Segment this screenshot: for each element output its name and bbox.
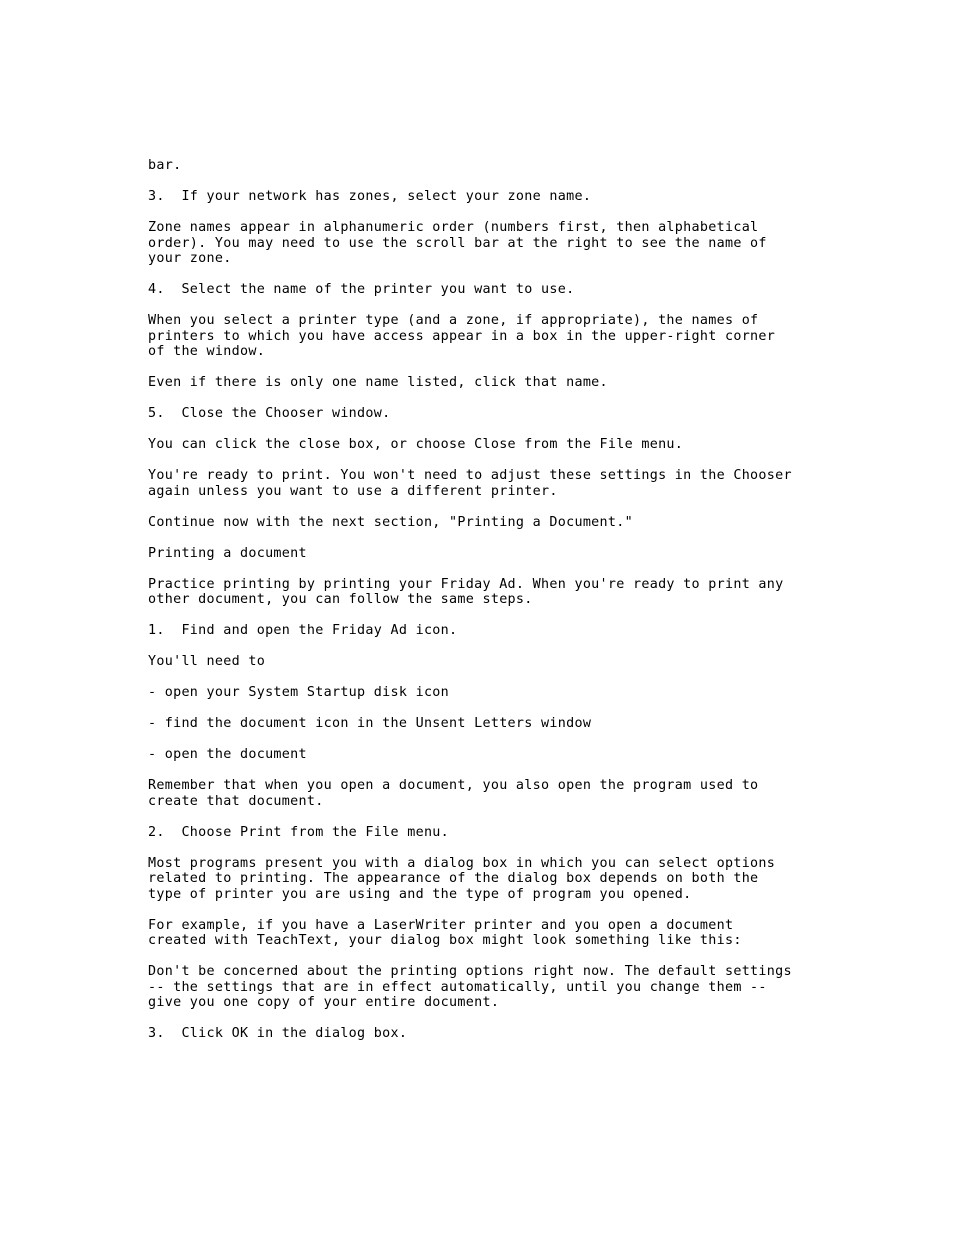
- section-heading: Printing a document: [148, 545, 307, 561]
- step-zone-select: 3. If your network has zones, select your zone name.: [148, 189, 592, 204]
- step-close-chooser: 5. Close the Chooser window.: [148, 406, 391, 421]
- continuation-text: bar.: [148, 158, 182, 173]
- close-box-text: You can click the close box, or choose Close from the File menu.: [148, 437, 684, 452]
- step-choose-print: 2. Choose Print from the File menu.: [148, 824, 450, 840]
- ready-to-print-text: You're ready to print. You won't need to adjust these settings in the Chooser again unless you want to use a different printer.: [148, 468, 792, 499]
- step-select-printer: 4. Select the name of the printer you want to use.: [148, 282, 575, 297]
- printer-names-text: When you select a printer type (and a zone, if appropriate), the names of printers to which you have access appear in a box in the upper-right corner of the window.: [148, 313, 776, 359]
- document-page: [148, 158, 848, 1057]
- bullet-open-disk: - open your System Startup disk icon: [148, 685, 450, 700]
- bullet-open-document: - open the document: [148, 747, 307, 762]
- single-name-text: Even if there is only one name listed, click that name.: [148, 375, 608, 390]
- zone-names-text: Zone names appear in alphanumeric order (numbers first, then alphabetical order). You may need to use the scroll bar at the right to see the name of your zone.: [148, 220, 767, 266]
- example-text: For example, if you have a LaserWriter printer and you open a document created with TeachText, your dialog box might look something like this:: [148, 917, 742, 948]
- continue-text: Continue now with the next section, "Printing a Document.": [148, 514, 633, 530]
- bullet-find-icon: - find the document icon in the Unsent Letters window: [148, 716, 592, 731]
- step-find-open-icon: 1. Find and open the Friday Ad icon.: [148, 623, 458, 638]
- dialog-box-text: Most programs present you with a dialog box in which you can select options related to printing. The appearance of the dialog box depends on both the type of printer you are using and the type of program you opened.: [148, 855, 776, 902]
- remember-text: Remember that when you open a document, you also open the program used to create that document.: [148, 778, 759, 809]
- practice-printing-text: Practice printing by printing your Friday Ad. When you're ready to print any other document, you can follow the same steps.: [148, 576, 784, 607]
- default-settings-text: Don't be concerned about the printing options right now. The default settings -- the settings that are in effect automatically, until you change them -- give you one copy of your entire document.: [148, 964, 792, 1010]
- step-click-ok: 3. Click OK in the dialog box.: [148, 1026, 408, 1041]
- need-to-text: You'll need to: [148, 654, 266, 669]
